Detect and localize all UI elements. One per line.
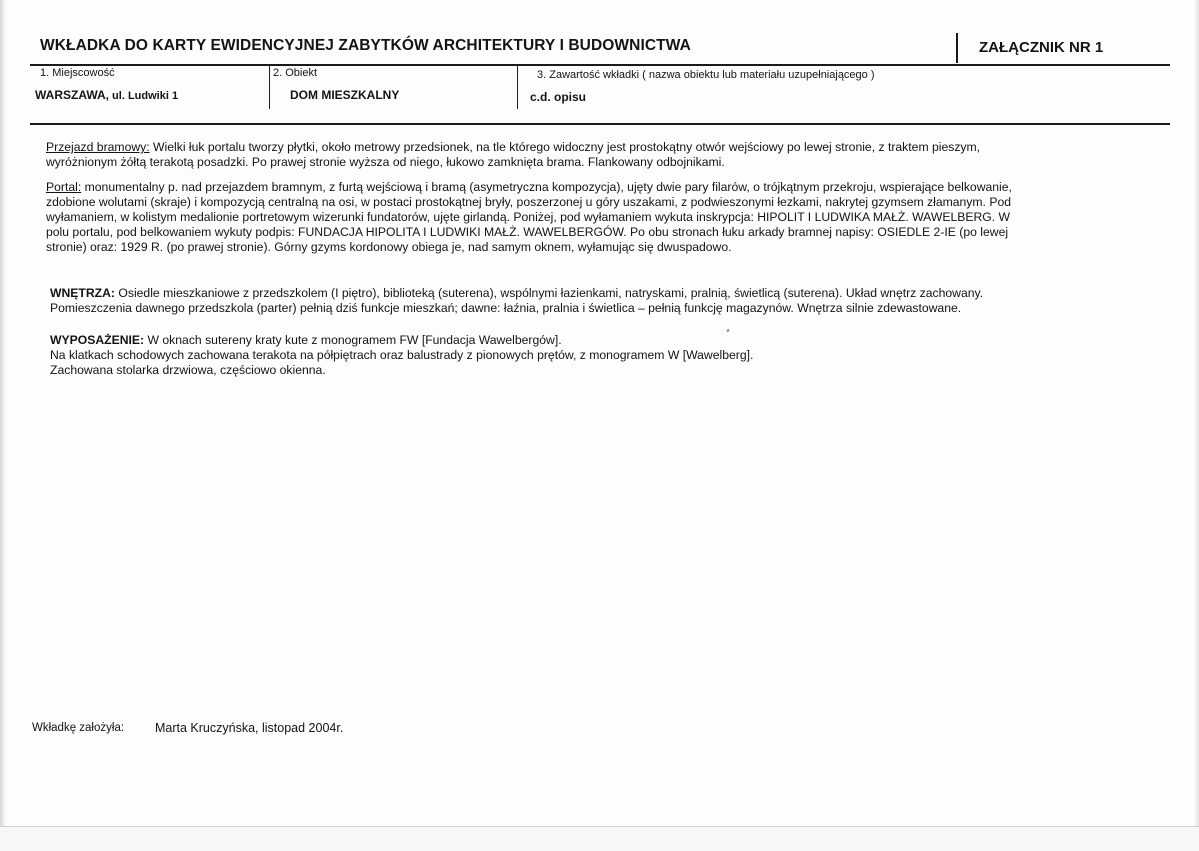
section-portal-heading: Portal:: [46, 180, 82, 194]
section-furnishings-line-1: [50, 333, 1180, 348]
field-value-contents: c.d. opisu: [530, 90, 587, 104]
section-portal-text-1: monumentalny p. nad przejazdem bramnym, z furtą wejściową i bramą (asymetryczna kompozycja), ujęty dwie pary filarów, o trójkątnym przekroju, wspierające belkowanie,: [81, 180, 1012, 194]
section-portal-line-1: [46, 180, 1176, 195]
footer-author-label: Wkładkę założyła:: [32, 722, 125, 734]
section-furnishings-text-1: W oknach sutereny kraty kute z monogramem FW [Fundacja Wawelbergów].: [144, 333, 562, 347]
scan-speck: [726, 329, 729, 333]
section-portal-line-5: stronie) oraz: 1929 R. (po prawej stronie). Górny gzyms kordonowy obiega je, nad samym oknem, wyłamując się dwuspadowo.: [46, 240, 732, 254]
header-rule-bottom: [30, 123, 1170, 125]
section-gateway-line-2: wyróżnionym żółtą terakotą posadzki. Po prawej stronie wyższa od niego, łukowo zamknięta brama. Flankowany odbojnikami.: [46, 155, 725, 169]
section-portal-line-2: zdobione wolutami (skraje) i kompozycją centralną na osi, w postaci prostokątnej bryły, poszerzonej u góry uszakami, z podwieszonymi łezkami, nakrytej gzymsem złamanym. Pod: [46, 195, 1012, 209]
section-gateway-line-1: [46, 140, 1176, 155]
section-gateway-text-1: Wielki łuk portalu tworzy płytki, około metrowy przedsionek, na tle którego widoczny jest prostokątny otwór wejściowy po lewej stronie, z traktem pieszym,: [149, 140, 981, 154]
header-rule-top: [30, 64, 1170, 66]
annex-label: ZAŁĄCZNIK NR 1: [979, 39, 1104, 56]
scan-edge-bottom: [0, 826, 1199, 851]
field-divider-1: [269, 65, 270, 109]
section-interiors: [50, 286, 1180, 316]
section-portal-line-4: polu portalu, pod belkowaniem wykuty podpis: FUNDACJA HIPOLITA I LUDWIKI MAŁŻ. WAWELBERGÓW. Po obu stronach łuku arkady bramnej napisy: OSIEDLE 2-IE (po lewej: [46, 225, 1009, 239]
section-gateway: [46, 140, 1176, 170]
section-interiors-heading: WNĘTRZA:: [50, 286, 115, 300]
field-value-object: DOM MIESZKALNY: [290, 88, 400, 102]
field-value-locality: [35, 88, 178, 102]
section-furnishings: [50, 333, 1180, 378]
section-furnishings-heading: WYPOSAŻENIE:: [50, 333, 145, 347]
section-gateway-heading: Przejazd bramowy:: [46, 140, 150, 154]
field-label-contents: 3. Zawartość wkładki ( nazwa obiektu lub materiału uzupełniającego ): [537, 69, 875, 81]
section-portal-line-3: wyłamaniem, w kolistym medalionie portretowym wizerunki fundatorów, ujęte girlandą. Poniżej, pod wyłamaniem wykuta inskrypcja: HIPOLIT I LUDWIKA MAŁŻ. WAWELBERG. W: [46, 210, 1011, 224]
field-value-locality-main: WARSZAWA,: [35, 88, 109, 102]
field-label-locality: 1. Miejscowość: [40, 67, 115, 79]
section-interiors-text-1: Osiedle mieszkaniowe z przedszkolem (I piętro), biblioteką (suterena), wspólnymi łazienkami, natryskami, pralnią, świetlicą (suterena). Układ wnętrz zachowany.: [114, 286, 984, 300]
scan-edge-right: [1194, 0, 1199, 851]
field-value-locality-street: ul. Ludwiki 1: [109, 90, 179, 102]
section-portal: [46, 180, 1176, 255]
form-title: WKŁADKA DO KARTY EWIDENCYJNEJ ZABYTKÓW ARCHITEKTURY I BUDOWNICTWA: [40, 37, 691, 54]
section-furnishings-line-3: Zachowana stolarka drzwiowa, częściowo okienna.: [50, 363, 326, 377]
section-furnishings-line-2: Na klatkach schodowych zachowana terakota na półpiętrach oraz balustrady z pionowych prętów, z monogramem W [Wawelberg].: [50, 348, 754, 362]
scan-edge-left: [0, 0, 6, 851]
header-divider: [956, 33, 958, 63]
footer-author-value: Marta Kruczyńska, listopad 2004r.: [155, 721, 344, 735]
section-interiors-line-1: [50, 286, 1180, 301]
field-divider-2: [517, 65, 518, 109]
field-label-object: 2. Obiekt: [273, 67, 318, 79]
section-interiors-line-2: Pomieszczenia dawnego przedszkola (parter) pełnią dziś funkcje mieszkań; dawne: łaźnia, pralnia i świetlica – pełnią funkcję magazynów. Wnętrza silnie zdewastowane.: [50, 301, 962, 315]
